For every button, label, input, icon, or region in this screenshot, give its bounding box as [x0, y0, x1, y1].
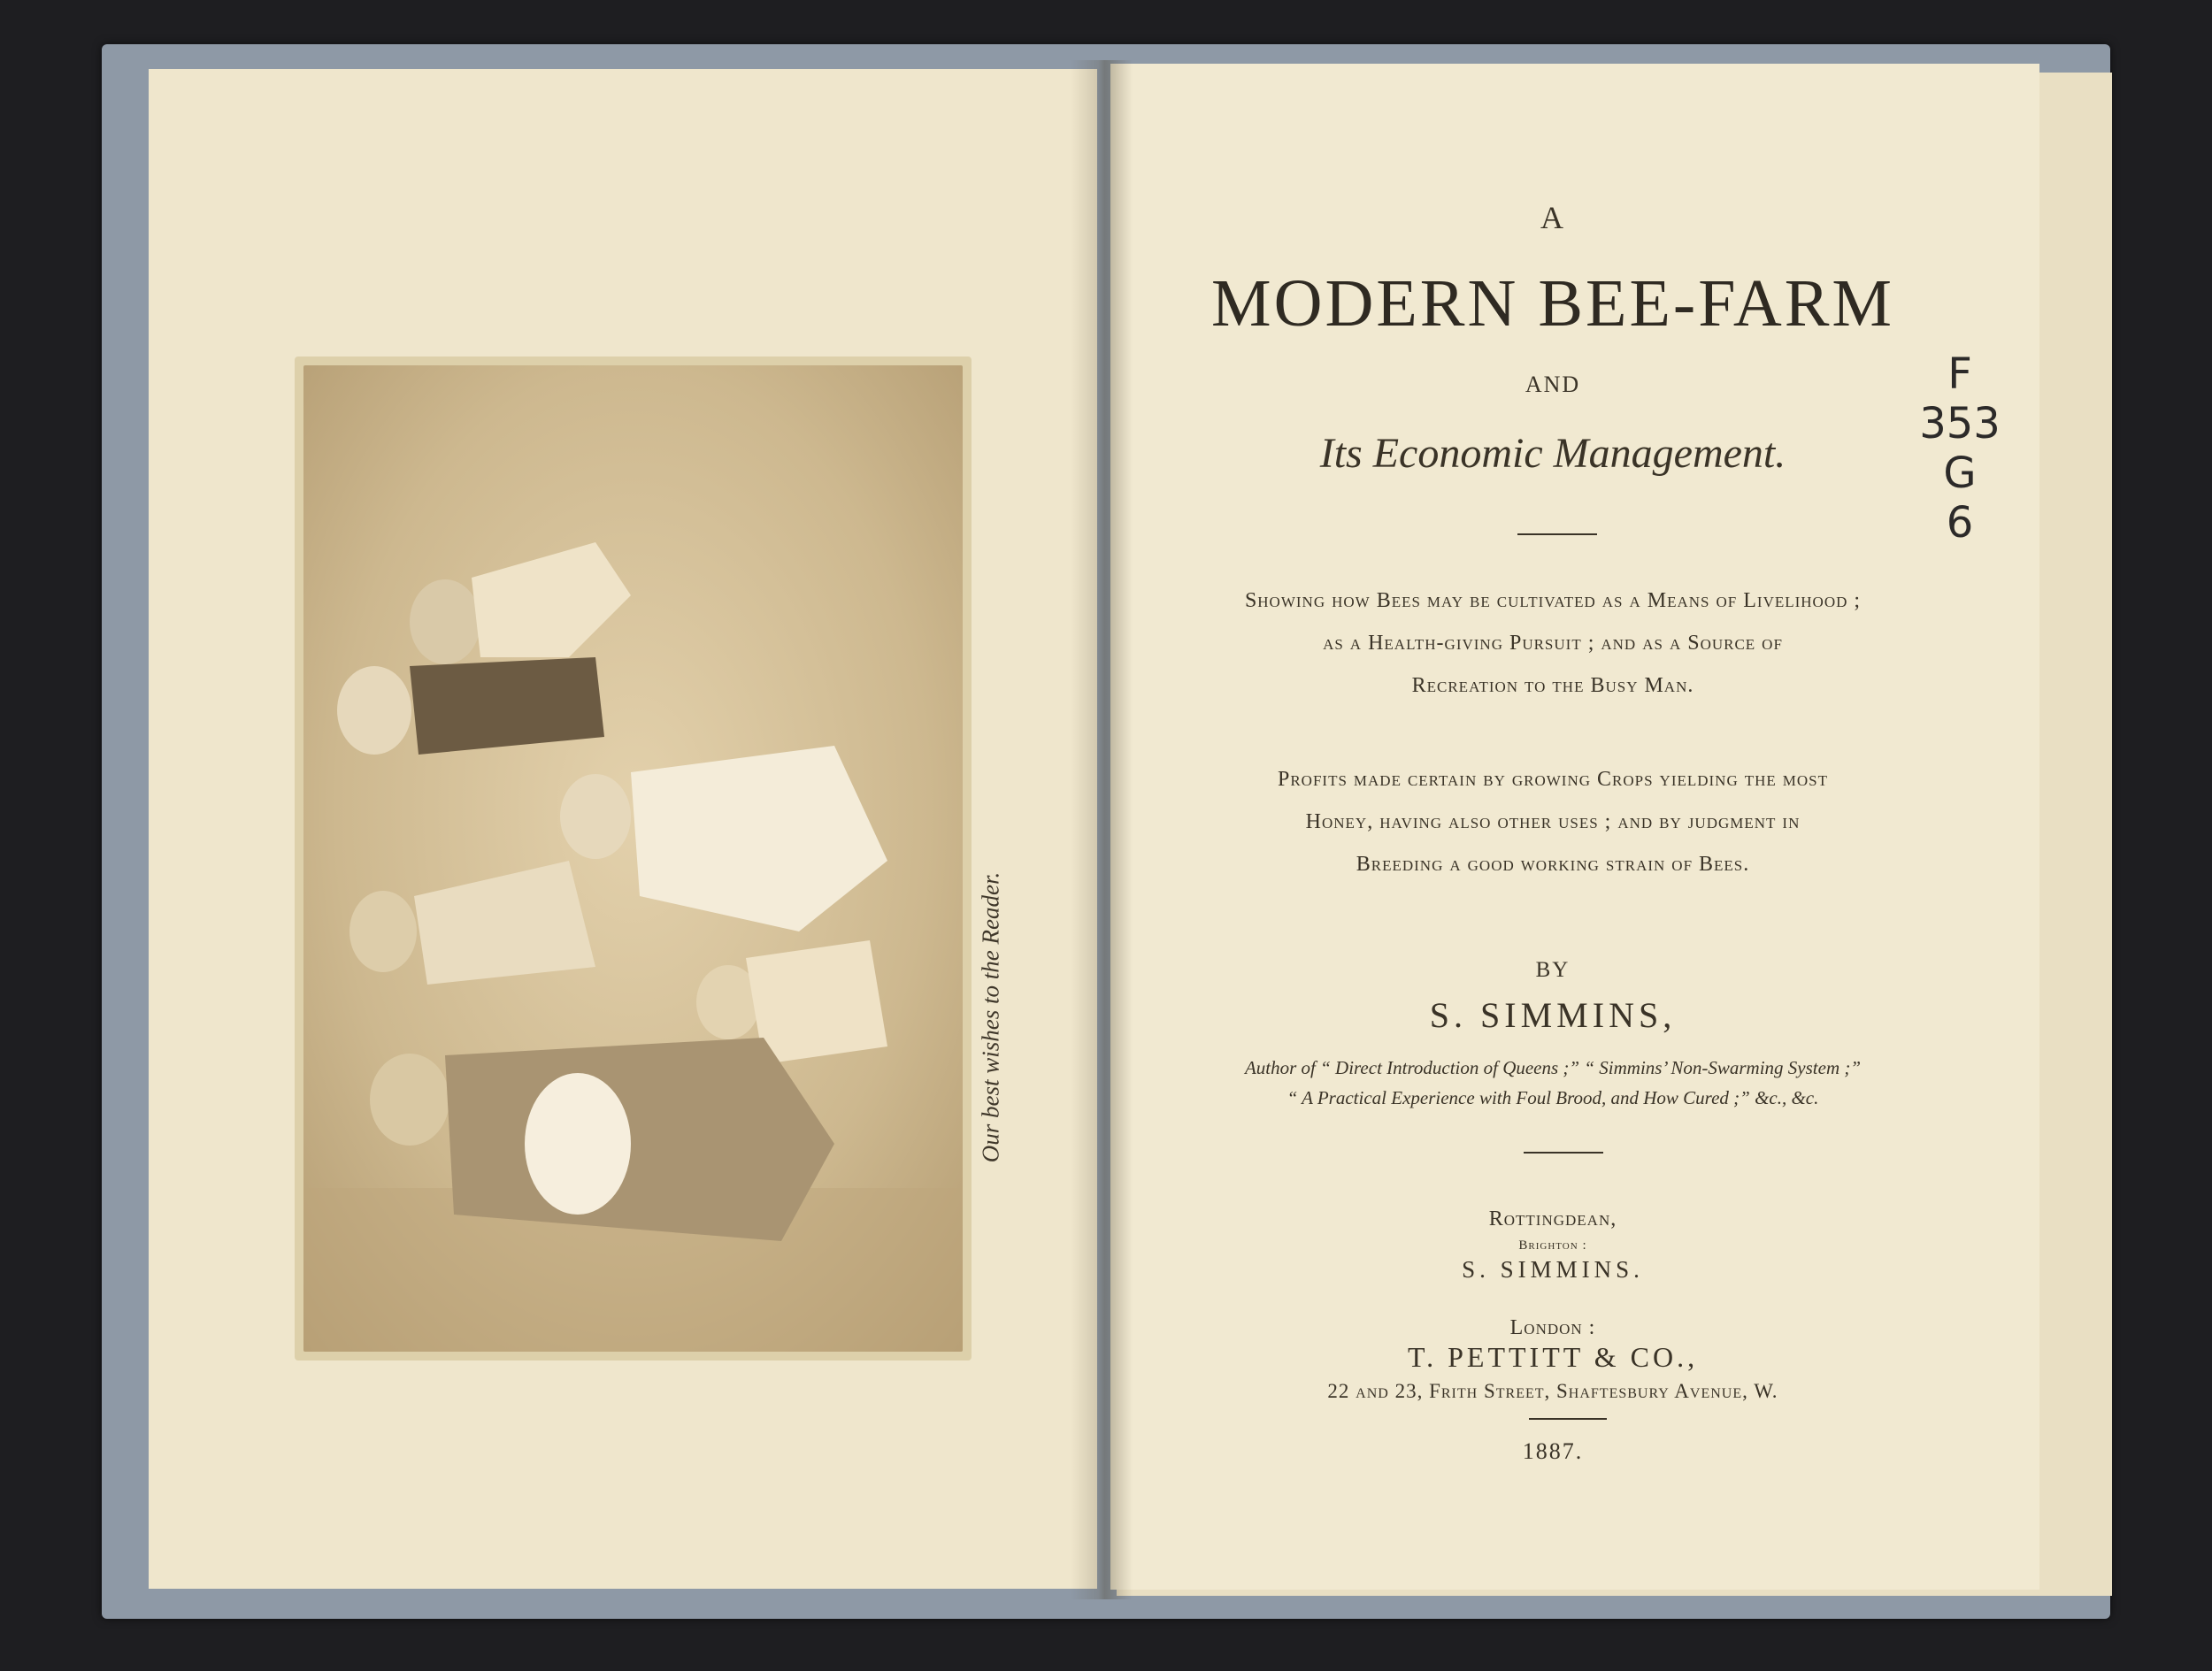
imprint-place: Rottingdean,	[1488, 1207, 1617, 1230]
description-line: Breeding a good working strain of Bees.	[1356, 853, 1750, 876]
description-paragraph-2	[1141, 758, 1964, 885]
book-subtitle: Its Economic Management.	[1319, 430, 1786, 477]
by-line: BY	[1535, 958, 1571, 982]
description-line: Recreation to the Busy Man.	[1411, 674, 1694, 697]
title-conjunction: AND	[1525, 372, 1581, 397]
book-title: MODERN BEE-FARM	[1211, 266, 1894, 341]
divider-rule	[1529, 1418, 1607, 1420]
figure-baby	[525, 1073, 631, 1215]
divider-rule	[1517, 533, 1597, 535]
author-name: S. SIMMINS,	[1429, 995, 1677, 1035]
figure-woman	[337, 657, 604, 755]
description-line: Profits made certain by growing Crops yielding the most	[1277, 768, 1829, 791]
handwritten-shelfmark	[1902, 349, 2017, 548]
shelfmark-line: F	[1947, 349, 1972, 399]
local-publisher: S. SIMMINS.	[1462, 1256, 1644, 1283]
author-works-line: “ A Practical Experience with Foul Brood, and How Cured ;” &c., &c.	[1286, 1087, 1819, 1108]
publisher-address: 22 and 23, Frith Street, Shaftesbury Avenue, W.	[1327, 1380, 1778, 1402]
publisher-name: T. PETTITT & CO.,	[1407, 1341, 1699, 1373]
shelfmark-line: 353	[1919, 399, 2001, 448]
author-works	[1141, 1053, 1964, 1113]
imprint-city: London :	[1509, 1316, 1596, 1339]
book-gutter	[1071, 60, 1133, 1599]
family-photograph	[303, 365, 963, 1352]
description-line: as a Health-giving Pursuit ; and as a Source of	[1323, 632, 1783, 655]
author-works-line: Author of “ Direct Introduction of Queens ;” “ Simmins’ Non-Swarming System ;”	[1244, 1057, 1862, 1078]
imprint-place-sub: Brighton :	[1518, 1238, 1587, 1253]
description-line: Showing how Bees may be cultivated as a Means of Livelihood ;	[1244, 589, 1862, 612]
description-line: Honey, having also other uses ; and by judgment in	[1305, 810, 1801, 833]
shelfmark-line: 6	[1946, 498, 1974, 548]
divider-rule	[1524, 1152, 1603, 1154]
description-paragraph-1	[1141, 579, 1964, 707]
photo-caption: Our best wishes to the Reader.	[977, 871, 1004, 1163]
shelfmark-line: G	[1943, 448, 1977, 498]
publication-year: 1887.	[1522, 1438, 1584, 1464]
title-article: A	[1540, 200, 1565, 235]
